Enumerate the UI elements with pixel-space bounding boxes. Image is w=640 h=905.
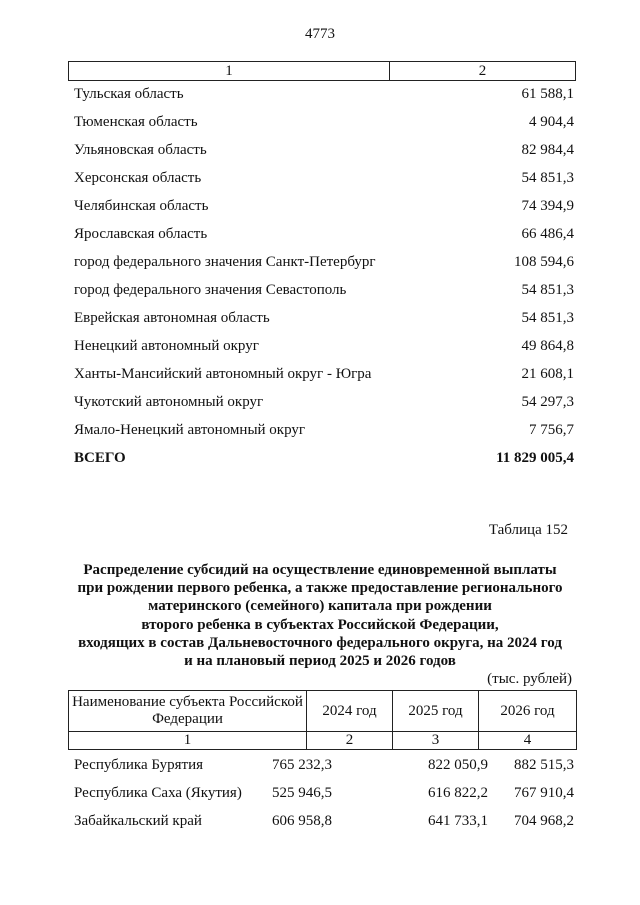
total-label: ВСЕГО [74, 450, 126, 466]
page-number: 4773 [305, 26, 335, 42]
region-name: Тюменская область [74, 114, 198, 130]
header-year-2024: 2024 год [307, 691, 393, 731]
region-name: Чукотский автономный округ [74, 394, 264, 410]
column-number-1: 1 [69, 62, 390, 80]
column-number-2: 2 [307, 732, 393, 749]
value-2024: 606 958,8 [272, 813, 332, 829]
column-number-4: 4 [523, 732, 532, 748]
region-value: 54 851,3 [521, 170, 574, 186]
region-value: 74 394,9 [521, 198, 574, 214]
region-value: 4 904,4 [529, 114, 574, 130]
region-name: город федерального значения Севастополь [74, 282, 347, 298]
region-name: Херсонская область [74, 170, 202, 186]
table-header [68, 690, 577, 750]
region-value: 66 486,4 [521, 226, 574, 242]
region-name: Ненецкий автономный округ [74, 338, 259, 354]
table-header-row [68, 61, 576, 81]
header-region-name: Наименование субъекта Российской Федерации [69, 691, 307, 731]
table-label: Таблица 152 [488, 522, 568, 538]
region-name: Ханты-Мансийский автономный округ - Югра [74, 366, 372, 382]
column-number-2: 2 [478, 63, 487, 79]
document-title [60, 561, 580, 670]
title-line: Распределение субсидий на осуществление единовременной выплаты [83, 562, 557, 578]
region-name: Ямало-Ненецкий автономный округ [74, 422, 306, 438]
region-value: 82 984,4 [521, 142, 574, 158]
region-name: Еврейская автономная область [74, 310, 270, 326]
value-2025: 822 050,9 [428, 757, 488, 773]
value-2024: 525 946,5 [272, 785, 332, 801]
value-2025: 616 822,2 [428, 785, 488, 801]
region-name: город федерального значения Санкт-Петербург [74, 254, 376, 270]
region-value: 54 297,3 [521, 394, 574, 410]
header-year-2025: 2025 год [393, 691, 479, 731]
title-line: второго ребенка в субъектах Российской Федерации, [141, 616, 499, 633]
region-value: 7 756,7 [529, 422, 574, 438]
title-line: материнского (семейного) капитала при рождении [148, 598, 492, 615]
value-2025: 641 733,1 [428, 813, 488, 829]
title-line: при рождении первого ребенка, а также предоставление регионального [77, 580, 563, 597]
value-2024: 765 232,3 [272, 757, 332, 773]
region-name: Челябинская область [74, 198, 209, 214]
header-year-2026: 2026 год [500, 702, 555, 719]
region-name: Ульяновская область [74, 142, 207, 158]
unit-label: (тыс. рублей) [487, 671, 572, 687]
region-value: 54 851,3 [521, 310, 574, 326]
title-line: и на плановый период 2025 и 2026 годов [184, 653, 456, 670]
value-2026: 882 515,3 [514, 757, 574, 773]
region-name: Тульская область [74, 86, 184, 102]
total-value: 11 829 005,4 [496, 450, 574, 466]
title-line: входящих в состав Дальневосточного федерального округа, на 2024 год [78, 634, 562, 651]
value-2026: 767 910,4 [514, 785, 574, 801]
region-value: 108 594,6 [514, 254, 574, 270]
region-name: Республика Саха (Якутия) [74, 785, 242, 801]
region-name: Забайкальский край [74, 813, 202, 829]
value-2026: 704 968,2 [514, 813, 574, 829]
region-value: 61 588,1 [521, 86, 574, 102]
region-name: Республика Бурятия [74, 757, 204, 773]
region-value: 49 864,8 [521, 338, 574, 354]
column-number-1: 1 [69, 732, 307, 749]
region-value: 54 851,3 [521, 282, 574, 298]
region-name: Ярославская область [74, 226, 208, 242]
region-value: 21 608,1 [521, 366, 574, 382]
column-number-3: 3 [393, 732, 479, 749]
